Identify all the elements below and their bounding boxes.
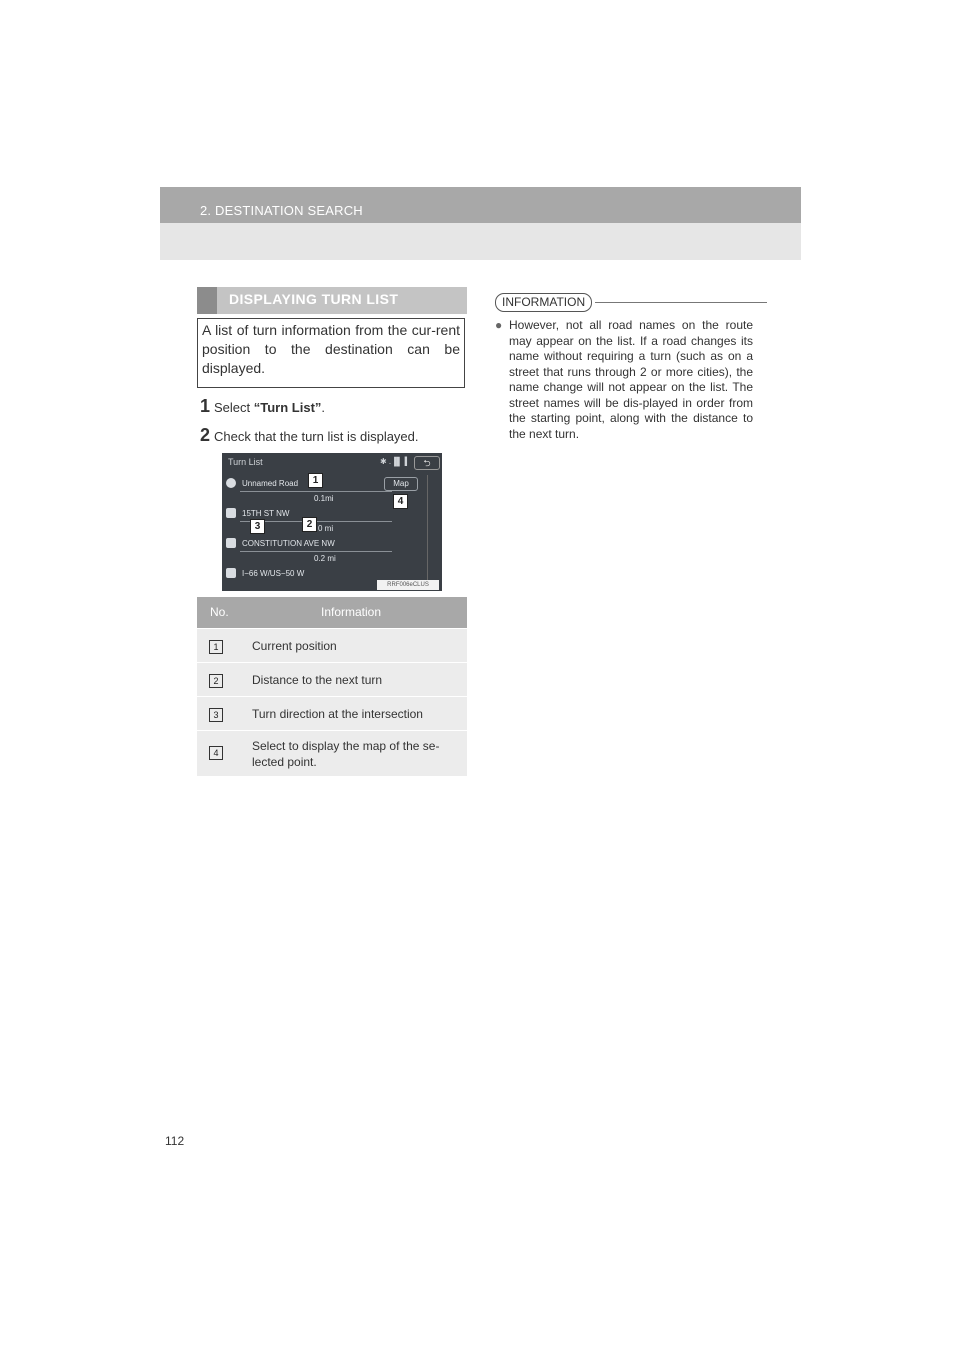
step-1 <box>200 396 325 417</box>
row-number-box: 3 <box>209 708 223 722</box>
table-row <box>197 662 467 696</box>
step-text-suffix: . <box>321 400 326 415</box>
status-icons: ✱ .▐▌ ▍ <box>380 457 411 466</box>
map-button[interactable]: Map <box>384 477 418 491</box>
information-label: INFORMATION <box>495 293 592 312</box>
turn-left-icon <box>226 508 236 518</box>
table-row <box>197 696 467 730</box>
table-header <box>197 597 467 628</box>
callout-2: 2 <box>302 517 317 532</box>
section-heading <box>197 287 467 314</box>
distance-label: 0 mi <box>318 524 334 533</box>
step-text: Check that the turn list is displayed. <box>214 429 419 444</box>
row-info: Current position <box>252 639 337 653</box>
row-info: Turn direction at the intersection <box>252 707 423 721</box>
info-table <box>197 597 467 776</box>
step-text: Select <box>214 400 254 415</box>
bullet-icon: ● <box>495 318 503 332</box>
road-name: Unnamed Road <box>242 479 299 488</box>
column-header-no: No. <box>210 605 229 619</box>
table-row <box>197 628 467 662</box>
turn-row[interactable] <box>222 535 422 553</box>
back-button[interactable]: ⮌ <box>414 456 440 470</box>
step-2 <box>200 425 419 446</box>
distance-label: 0.2 mi <box>314 554 336 563</box>
information-body <box>495 318 753 442</box>
row-info: Distance to the next turn <box>252 673 383 687</box>
row-divider <box>240 551 392 552</box>
chapter-header <box>160 187 801 260</box>
callout-4: 4 <box>393 494 408 509</box>
row-info: Select to display the map of the se-lected point. <box>252 739 440 769</box>
chapter-title: 2. DESTINATION SEARCH <box>200 203 363 218</box>
row-divider <box>240 491 392 492</box>
turn-list-screenshot <box>222 453 442 591</box>
column-header-information: Information <box>321 605 382 619</box>
table-row <box>197 730 467 776</box>
callout-3: 3 <box>250 519 265 534</box>
scrollbar[interactable] <box>427 475 436 581</box>
row-number-box: 1 <box>209 640 223 654</box>
step-number: 1 <box>200 396 211 416</box>
section-title: DISPLAYING TURN LIST <box>229 291 399 307</box>
step-number: 2 <box>200 425 211 445</box>
turn-right-icon <box>226 568 236 578</box>
page-number: 112 <box>165 1134 185 1148</box>
step-button-name: “Turn List” <box>253 400 322 415</box>
row-number-box: 2 <box>209 674 223 688</box>
distance-label: 0.1mi <box>314 494 334 503</box>
image-id: RRF006eCLUS <box>377 580 439 590</box>
road-name: 15TH ST NW <box>242 509 290 518</box>
turn-right-icon <box>226 538 236 548</box>
section-marker <box>197 287 217 314</box>
road-name: I−66 W/US−50 W <box>242 569 305 578</box>
callout-1: 1 <box>308 473 323 488</box>
current-position-icon <box>226 478 236 488</box>
information-rule <box>595 302 767 303</box>
section-intro: A list of turn information from the cur-rent position to the destination can be displayed. <box>197 318 465 388</box>
information-text: However, not all road names on the route may appear on the list. If a road changes its name without requiring a turn (such as on a street that runs through 2 or more cities), the name change will not appear on the list. The street names will be dis-played in order from the starting point, along with the distance to the next turn. <box>509 318 753 441</box>
screen-title: Turn List <box>228 457 263 467</box>
row-number-box: 4 <box>209 746 223 760</box>
road-name: CONSTITUTION AVE NW <box>242 539 335 548</box>
